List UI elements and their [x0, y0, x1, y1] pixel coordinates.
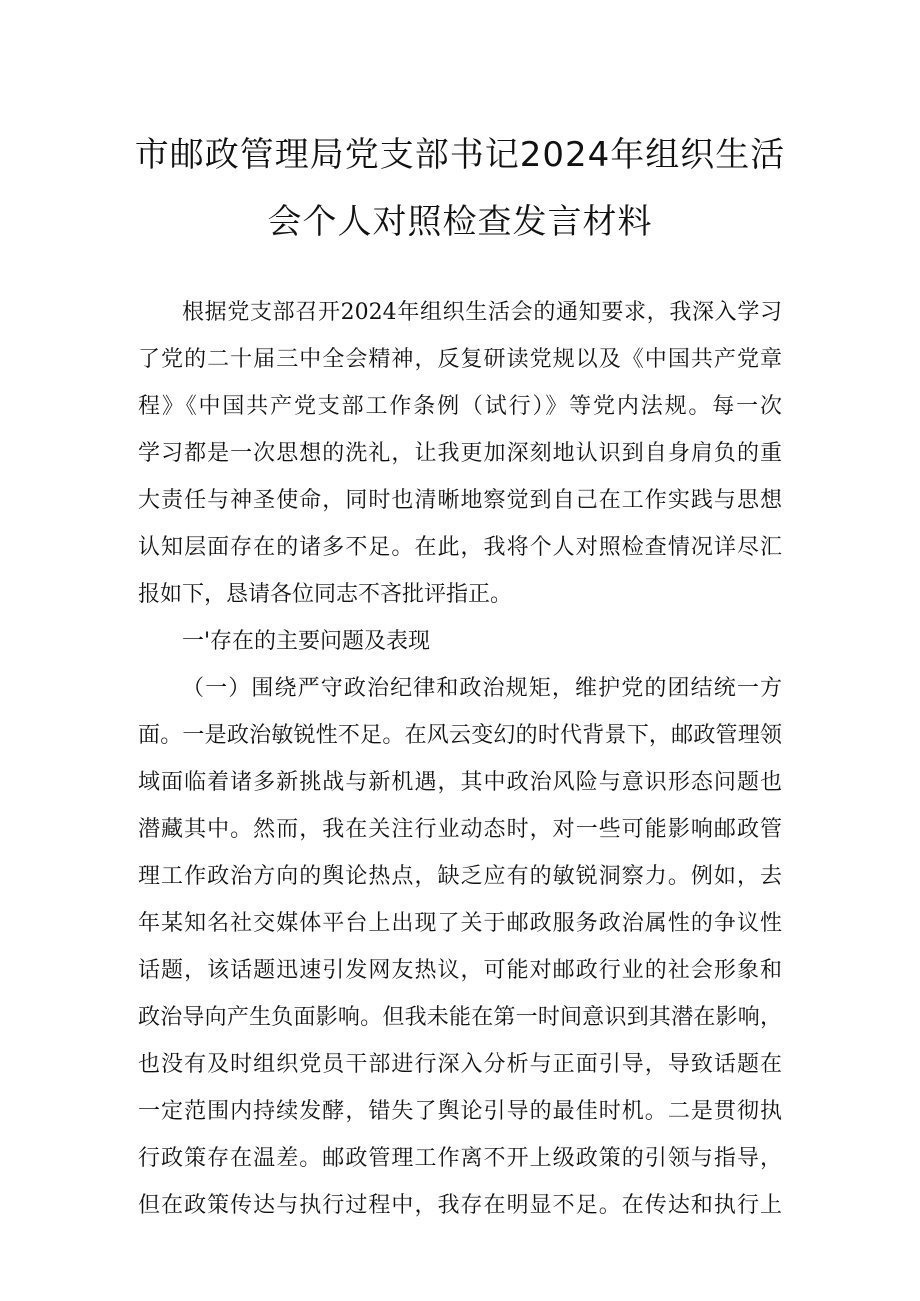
body-paragraph-line: 但在政策传达与执行过程中，我存在明显不足。在传达和执行上: [138, 1193, 782, 1218]
body-paragraph-line: 也没有及时组织党员干部进行深入分析与正面引导，导致话题在: [138, 1052, 782, 1077]
body-paragraph-line: 年某知名社交媒体平台上出现了关于邮政服务政治属性的争议性: [138, 911, 782, 936]
intro-paragraph-line: 根据党支部召开2024年组织生活会的通知要求，我深入学习: [182, 300, 782, 325]
body-paragraph-line: 潜藏其中。然而，我在关注行业动态时，对一些可能影响邮政管: [138, 817, 782, 842]
body-paragraph-line: （一）围绕严守政治纪律和政治规矩，维护党的团结统一方: [182, 676, 782, 701]
body-paragraph-line: 域面临着诸多新挑战与新机遇，其中政治风险与意识形态问题也: [138, 770, 782, 795]
body-paragraph-line: 行政策存在温差。邮政管理工作离不开上级政策的引领与指导，: [138, 1146, 782, 1171]
intro-paragraph-line: 认知层面存在的诸多不足。在此，我将个人对照检查情况详尽汇: [138, 535, 782, 560]
intro-paragraph-line: 报如下，恳请各位同志不吝批评指正。: [138, 582, 513, 607]
body-paragraph-line: 理工作政治方向的舆论热点，缺乏应有的敏锐洞察力。例如，去: [138, 864, 782, 889]
body-paragraph-line: 政治导向产生负面影响。但我未能在第一时间意识到其潜在影响，: [138, 1005, 782, 1030]
body-paragraph-line: 一定范围内持续发酵，错失了舆论引导的最佳时机。二是贯彻执: [138, 1099, 782, 1124]
intro-paragraph-line: 程》《中国共产党支部工作条例（试行）》等党内法规。每一次: [138, 394, 782, 419]
body-paragraph-line: 面。一是政治敏锐性不足。在风云变幻的时代背景下，邮政管理领: [138, 723, 782, 748]
section-heading: 一'存在的主要问题及表现: [182, 629, 431, 654]
intro-paragraph-line: 大责任与神圣使命，同时也清晰地察觉到自己在工作实践与思想: [138, 488, 782, 513]
body-paragraph-line: 话题，该话题迅速引发网友热议，可能对邮政行业的社会形象和: [138, 958, 782, 983]
intro-paragraph-line: 学习都是一次思想的洗礼，让我更加深刻地认识到自身肩负的重: [138, 441, 782, 466]
intro-paragraph-line: 了党的二十届三中全会精神，反复研读党规以及《中国共产党章: [138, 347, 782, 372]
document-title-line-2: 会个人对照检查发言材料: [267, 202, 653, 242]
document-title-line-1: 市邮政管理局党支部书记2024年组织生活: [134, 135, 786, 175]
